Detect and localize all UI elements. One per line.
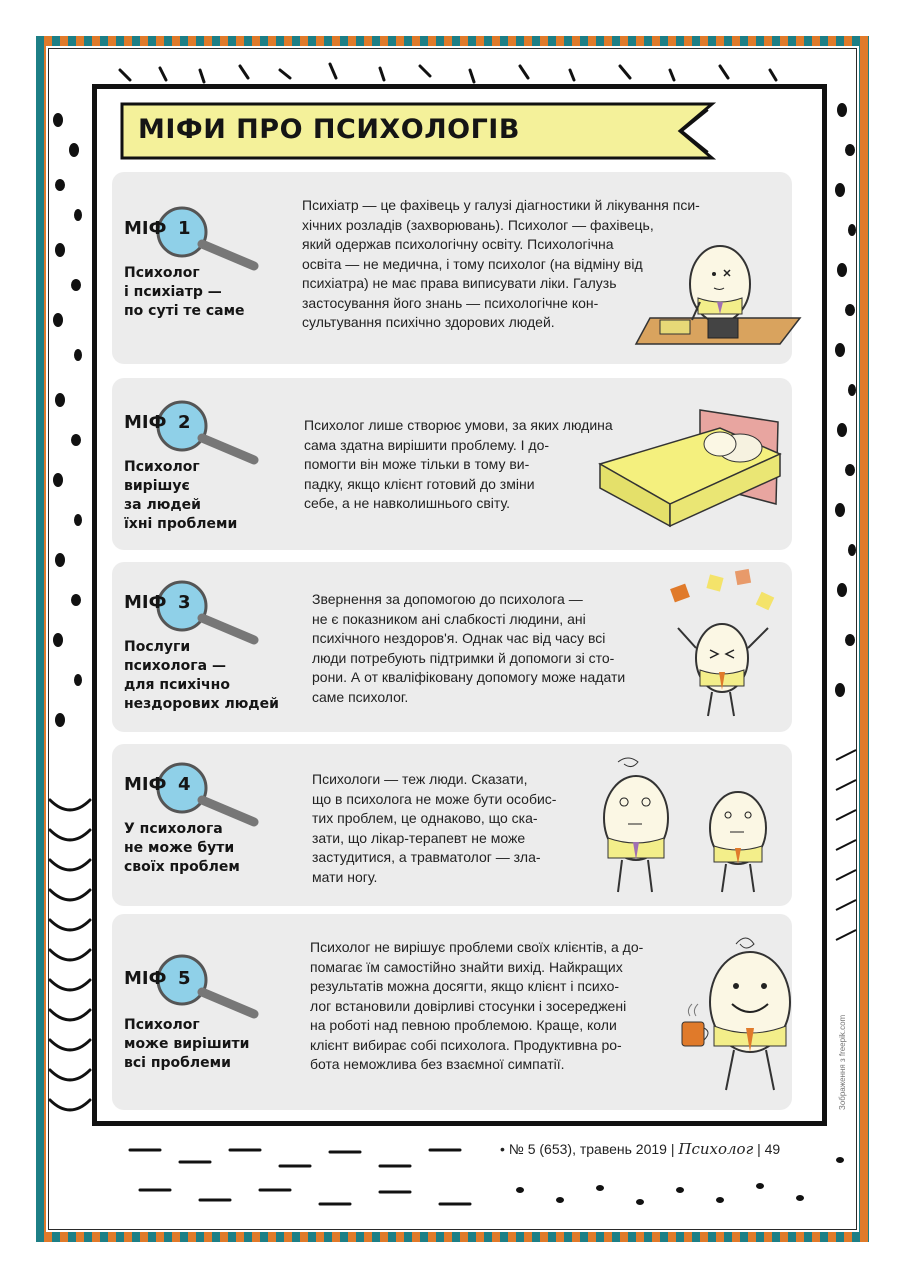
myth-explanation: Звернення за допомогою до психолога — не є показником ані слабкості людини, ані психічного нездоров'я. Однак час від часу всі люди потребують підтримки й допомоги зі сто- рони. А от кваліфіковану допомогу може надати саме психолог. <box>312 591 626 705</box>
myth-number: 1 <box>178 218 191 239</box>
myth-explanation: Психологи — теж люди. Сказати, що в психолога не може бути особис- тих проблем, це однаково, що ска- зати, що лікар-терапевт не може застудитися, а травматолог — зла- мати ногу. <box>312 771 557 885</box>
myth-explanation: Психолог лише створює умови, за яких людина сама здатна вирішити проблему. І до- помогти він може тільки в тому ви- падку, якщо клієнт готовий до зміни себе, а не навколишнього світу. <box>304 417 613 511</box>
magazine-brand: Психолог <box>678 1140 754 1158</box>
issue-info: № 5 (653), травень 2019 <box>508 1141 667 1157</box>
magnifier-icon <box>150 760 262 828</box>
juggling-egg-character-icon <box>664 566 784 726</box>
myth-label: МІФ <box>124 592 167 613</box>
page-title: МІФИ ПРО ПСИХОЛОГІВ <box>138 114 520 145</box>
myth-number: 3 <box>178 592 191 613</box>
myth-explanation: Психолог не вирішує проблеми своїх клієнтів, а до- помагає їм самостійно знайти вихід. Найкращих результатів можна досягти, якщо клієнт і психо- лог встановили довірливі стосунки і зосереджені на роботі над певною проблемою. Краще, коли клієнт вибирає собі психолога. Продуктивна ро- бота неможлива без взаємної симпатії. <box>310 939 644 1072</box>
separator: | <box>757 1141 765 1157</box>
myth-claim: У психолога не може бути своїх проблем <box>124 821 240 875</box>
myth-claim: Психолог і психіатр — по суті те саме <box>124 265 245 319</box>
magnifier-icon <box>150 952 262 1020</box>
myth-label: МІФ <box>124 218 167 239</box>
myth-claim: Психолог може вирішити всі проблеми <box>124 1017 250 1071</box>
myth-label: МІФ <box>124 412 167 433</box>
page-footer <box>500 1140 780 1158</box>
myth-claim: Послуги психолога — для психічно нездорових людей <box>124 639 279 712</box>
separator: | <box>670 1141 679 1157</box>
bed-icon <box>590 404 790 534</box>
two-confused-egg-characters-icon <box>588 752 788 898</box>
myth-explanation: Психіатр — це фахівець у галузі діагностики й лікування пси- хічних розладів (захворювань). Психолог — фахівець, який одержав психологічну освіту. Психологічна освіта — не медична, і тому психолог (на відміну від психіатра) не має права виписувати ліки. Галузь застосування його знань — психологічне кон- сультування психічно здорових людей. <box>302 197 700 330</box>
myth-label: МІФ <box>124 968 167 989</box>
magnifier-icon <box>150 204 262 272</box>
bullet-icon: • <box>500 1141 509 1157</box>
smiling-egg-with-mug-icon <box>676 930 806 1102</box>
myth-claim: Психолог вирішує за людей їхні проблеми <box>124 459 238 532</box>
image-credit: Зображення з freepik.com <box>838 1014 847 1110</box>
egg-character-at-desk-icon <box>630 244 810 350</box>
myth-number: 5 <box>178 968 191 989</box>
magnifier-icon <box>150 578 262 646</box>
myth-number: 4 <box>178 774 191 795</box>
magnifier-icon <box>150 398 262 466</box>
myth-number: 2 <box>178 412 191 433</box>
myth-label: МІФ <box>124 774 167 795</box>
page-number: 49 <box>764 1141 781 1157</box>
